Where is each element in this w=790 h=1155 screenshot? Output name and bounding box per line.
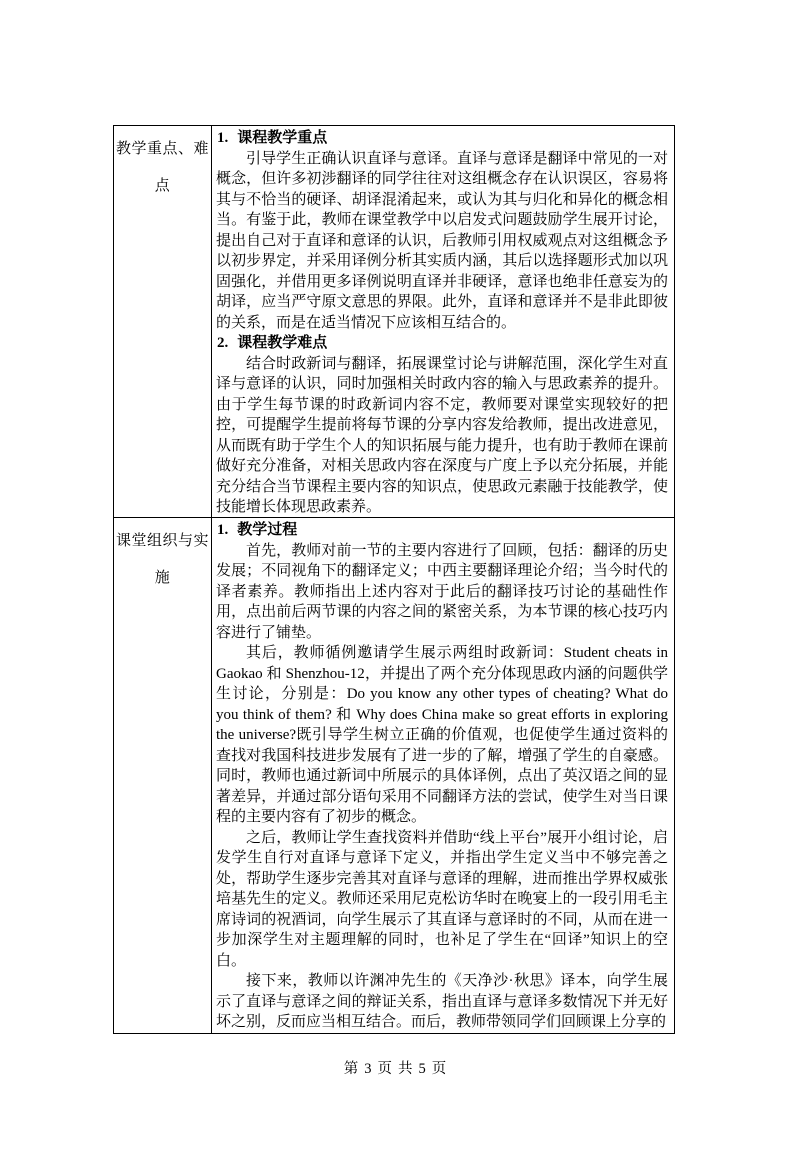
- section-title: 课程教学难点: [237, 335, 328, 351]
- section-title: 教学过程: [237, 522, 298, 538]
- section-paragraph: 其后，教师循例邀请学生展示两组时政新词：Student cheats in Gaokao 和 Shenzhou-12，并提出了两个充分体现思政内涵的问题供学生讨论，分别是：Do you know any other types of cheating? What do you think of them? 和 Why does China make so great efforts in exploring the universe?既引导学生树立正确的价值观，也促使学生通过资料的查找对我国科技进步发展有了进一步的了解，增强了学生的自豪感。同时，教师也通过新词中所展示的具体译例，点出了英汉语之间的显著差异，并通过部分语句采用不同翻译方法的尝试，使学生对当日课程的主要内容有了初步的概念。: [216, 645, 668, 825]
- section-heading-difficulties: [216, 333, 668, 354]
- section-paragraph: 引导学生正确认识直译与意译。直译与意译是翻译中常见的一对概念，但许多初涉翻译的同学往往对这组概念存在认识误区，容易将其与不恰当的硬译、胡译混淆起来，或认为其与归化和异化的概念相当。有鉴于此，教师在课堂教学中以启发式问题鼓励学生展开讨论，提出自己对于直译和意译的认识，后教师引用权威观点对这组概念予以初步界定，并采用译例分析其实质内涵，其后以选择题形式加以巩固强化，并借用更多译例说明直译并非硬译，意译也绝非任意妄为的胡译，应当严守原文意思的界限。此外，直译和意译并不是非此即彼的关系，而是在适当情况下应该相互结合的。: [216, 150, 668, 331]
- row-content: [212, 126, 674, 514]
- table-row-classroom-organization: [114, 518, 675, 1034]
- footer-label: 第: [343, 1061, 359, 1077]
- section-paragraph: 之后，教师让学生查找资料并借助“线上平台”展开小组讨论，启发学生自行对直译与意译下定义，并指出学生定义当中不够完善之处，帮助学生逐步完善其对直译与意译的理解，进而推出学界权威张培基先生的定义。教师还采用尼克松访华时在晚宴上的一段引用毛主席诗词的祝酒词，向学生展示了其直译与意译时的不同，从而在进一步加深学生对主题理解的同时，也补足了学生在“回译”知识上的空白。: [216, 829, 668, 969]
- row-label-line: 点: [154, 178, 171, 194]
- page-footer: [0, 1060, 790, 1078]
- row-content: [212, 518, 674, 1030]
- row-label-cell: [114, 126, 212, 518]
- row-label-line: 教学重点、难: [115, 141, 209, 157]
- row-content-cell: [212, 518, 675, 1034]
- footer-current-page: 3: [364, 1061, 372, 1077]
- section-title: 课程教学重点: [237, 130, 328, 146]
- row-label: [114, 126, 211, 205]
- section-paragraph: 接下来，教师以许渊冲先生的《天净沙·秋思》译本，向学生展示了直译与意译之间的辩证关系，指出直译与意译多数情况下并无好坏之别，反而应当相互结合。而后，教师带领同学们回顾课上分享的: [216, 973, 668, 1030]
- section-number: 2.: [217, 335, 229, 351]
- section-heading-key-points: [216, 128, 668, 149]
- row-label-line: 施: [154, 570, 171, 586]
- table-row-teaching-key-points: [114, 126, 675, 518]
- lesson-plan-table: [113, 125, 675, 1034]
- footer-total-pages: 5: [418, 1061, 426, 1077]
- row-content-cell: [212, 126, 675, 518]
- footer-label: 页: [377, 1061, 392, 1077]
- section-heading-teaching-process: [216, 520, 668, 541]
- row-label-line: 课堂组织与实: [115, 533, 209, 549]
- section-paragraph: 首先，教师对前一节的主要内容进行了回顾，包括：翻译的历史发展；不同视角下的翻译定义；中西主要翻译理论介绍；当今时代的译者素养。教师指出上述内容对于此后的翻译技巧讨论的基础性作用，点出前后两节课的内容之间的紧密关系，为本节课的核心技巧内容进行了铺垫。: [216, 542, 668, 641]
- footer-label: 共: [398, 1061, 413, 1077]
- section-number: 1.: [217, 130, 229, 146]
- row-label: [114, 518, 211, 597]
- section-paragraph: 结合时政新词与翻译，拓展课堂讨论与讲解范围，深化学生对直译与意译的认识，同时加强相关时政内容的输入与思政素养的提升。由于学生每节课的时政新词内容不定，教师要对课堂实现较好的把控，可提醒学生提前将每节课的分享内容发给教师，提出改进意见，从而既有助于学生个人的知识拓展与能力提升，也有助于教师在课前做好充分准备，对相关思政内容在深度与广度上予以充分拓展，并能充分结合当节课程主要内容的知识点，使思政元素融于技能教学，使技能增长体现思政素养。: [216, 355, 668, 514]
- row-label-cell: [114, 518, 212, 1034]
- footer-label: 页: [431, 1061, 447, 1077]
- section-number: 1.: [217, 522, 229, 538]
